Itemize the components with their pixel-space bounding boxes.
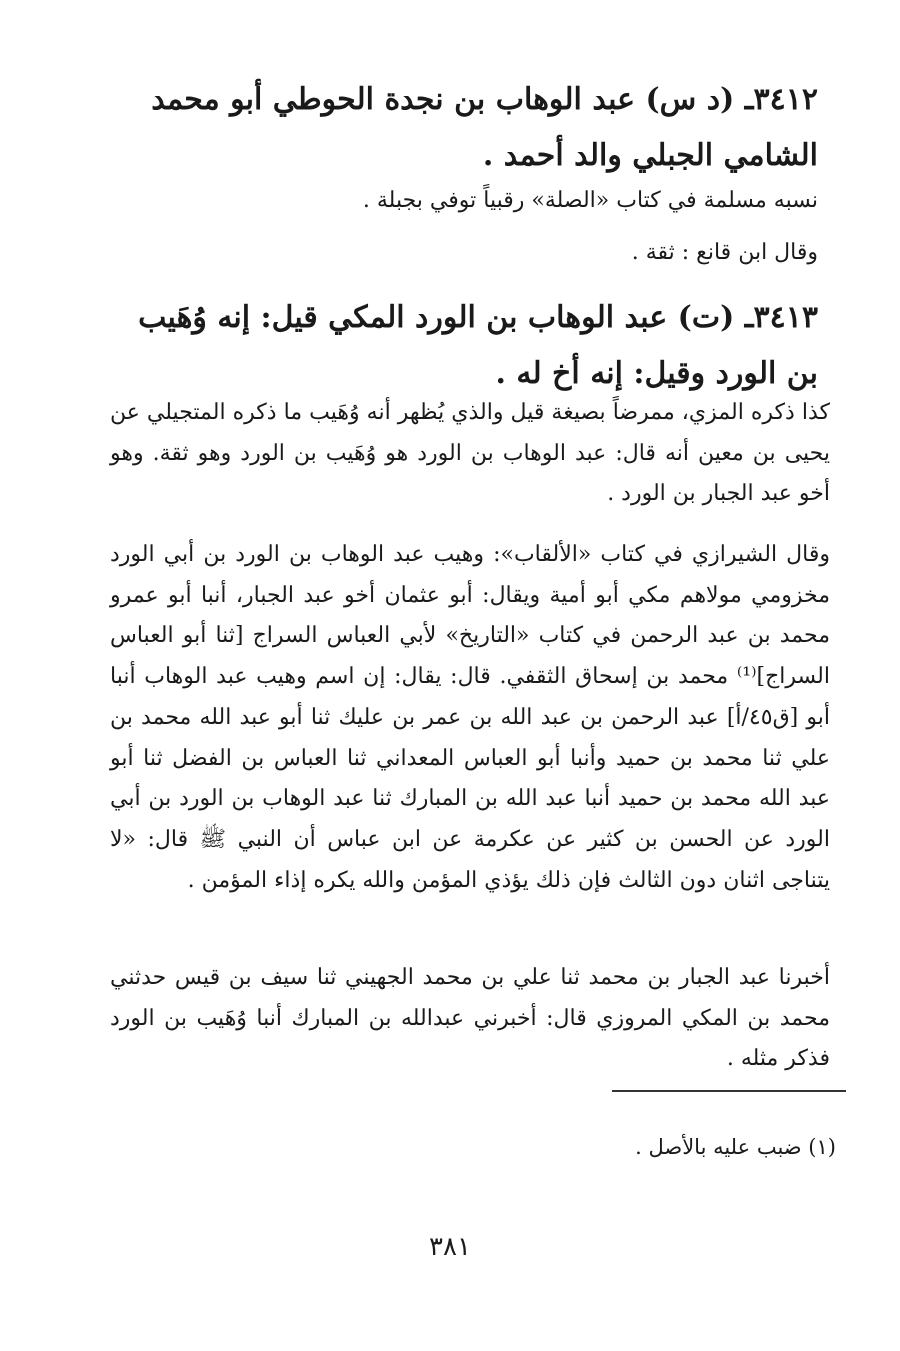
entry-3413-paragraph-3 xyxy=(110,958,830,1080)
entry-3413-paragraph-1 xyxy=(110,393,830,515)
entry-3412-paragraph-2: وقال ابن قانع : ثقة . xyxy=(631,240,818,265)
paragraph-text: كذا ذكره المزي، ممرضاً بصيغة قيل والذي يُظهر أنه وُهَيب ما ذكره المتجيلي عن يحيى بن معين أنه قال: عبد الوهاب بن الورد هو وُهَيب بن الورد وهو ثقة. وهو أخو عبد الجبار بن الورد . xyxy=(110,400,830,507)
footnote: (١) ضبب عليه بالأصل . xyxy=(635,1135,836,1159)
page-number: ٣٨١ xyxy=(429,1232,471,1262)
entry-3413-paragraph-2 xyxy=(110,535,830,901)
entry-heading-3413: ٣٤١٣ـ (ت) عبد الوهاب بن الورد المكي قيل: إنه وُهَيب بن الورد وقيل: إنه أخ له . xyxy=(138,300,818,391)
entry-3412-paragraph-1: نسبه مسلمة في كتاب «الصلة» رقبياً توفي بجبلة . xyxy=(362,188,818,213)
footnote-divider xyxy=(612,1090,846,1092)
paragraph-text: وقال الشيرازي في كتاب «الألقاب»: وهيب عبد الوهاب بن الورد بن أبي الورد مخزومي مولاهم مكي أبو أمية ويقال: أبو عثمان أخو عبد الجبار، أنبا أبو عمرو محمد بن عبد الرحمن في كتاب «التاريخ» لأبي العباس السراج [ثنا أبو العباس السراج]⁽¹⁾ محمد بن إسحاق الثقفي. قال: يقال: إن اسم وهيب عبد الوهاب أنبا أبو [ق٤٥/أ] عبد الرحمن بن عبد الله بن عمر بن عليك ثنا أبو عبد الله محمد بن علي ثنا محمد بن حميد وأنبا أبو العباس المعداني ثنا العباس بن الفضل ثنا أبو عبد الله محمد بن حميد أنبا عبد الله بن المبارك ثنا عبد الوهاب بن الورد بن أبي الورد عن الحسن بن كثير عن عكرمة عن ابن عباس أن النبي ﷺ قال: «لا يتناجى اثنان دون الثالث فإن ذلك يؤذي المؤمن والله يكره إذاء المؤمن . xyxy=(110,542,830,893)
paragraph-text: أخبرنا عبد الجبار بن محمد ثنا علي بن محمد الجهيني ثنا سيف بن قيس حدثني محمد بن المكي المروزي قال: أخبرني عبدالله بن المبارك أنبا وُهَيب بن الورد فذكر مثله . xyxy=(110,965,830,1072)
entry-heading-3412: ٣٤١٢ـ (د س) عبد الوهاب بن نجدة الحوطي أبو محمد الشامي الجبلي والد أحمد . xyxy=(151,82,818,173)
